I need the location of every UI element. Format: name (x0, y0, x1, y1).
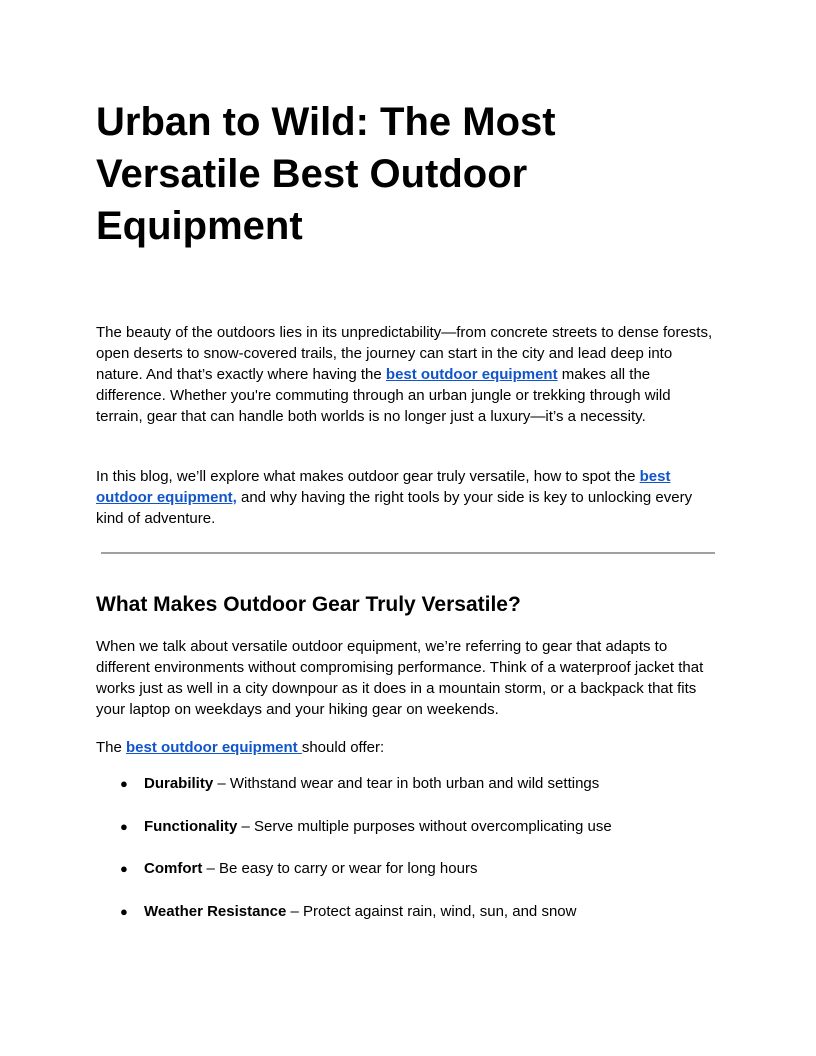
feature-description: – Be easy to carry or wear for long hours (202, 860, 478, 877)
list-item (96, 901, 716, 922)
document-title: Urban to Wild: The Most Versatile Best Outdoor Equipment (96, 100, 556, 248)
intro-text-after-link: makes all the difference. Whether you're commuting through an urban jungle or trekking through wild terrain, gear that can handle both worlds is no longer just a luxury—it’s a necessity. (96, 366, 671, 425)
bullet-icon: ● (120, 903, 128, 919)
bullet-icon: ● (120, 861, 128, 876)
best-outdoor-equipment-link-3[interactable]: best outdoor equipment (126, 739, 302, 756)
intro-paragraph (96, 322, 716, 427)
offer-text-before-link: The (96, 739, 127, 756)
list-item (96, 773, 716, 794)
feature-description: – Protect against rain, wind, sun, and snow (286, 902, 577, 920)
offer-text-after-link: should offer: (301, 739, 385, 756)
intro-text-before-link: The beauty of the outdoors lies in its unpredictability—from concrete streets to dense forests, open deserts to snow-covered trails, the journey can start in the city and lead deep into nature. And that’s exactly where having the (96, 324, 713, 383)
section-paragraph: When we talk about versatile outdoor equipment, we’re referring to gear that adapts to different environments without compromising performance. Think of a waterproof jacket that works just as well in a city downpour as it does in a mountain storm, or a backpack that fits your laptop on weekdays and your hiking gear on weekends. (96, 638, 704, 718)
feature-label: Durability (144, 775, 214, 792)
blog-intro-text-after-link: and why having the right tools by your side is key to unlocking every kind of adventure. (96, 489, 693, 527)
bullet-icon: ● (120, 818, 128, 834)
feature-label: Functionality (144, 817, 238, 835)
section-heading: What Makes Outdoor Gear Truly Versatile? (96, 593, 521, 616)
feature-description: – Withstand wear and tear in both urban and wild settings (213, 775, 600, 792)
bullet-icon: ● (120, 776, 128, 791)
blog-intro-paragraph (96, 466, 716, 529)
feature-description: – Serve multiple purposes without overcomplicating use (237, 817, 612, 835)
offer-paragraph (96, 737, 716, 758)
list-item (96, 816, 716, 837)
best-outdoor-equipment-link[interactable]: best outdoor equipment (385, 366, 558, 383)
section-divider (101, 552, 715, 554)
blog-intro-text-before-link: In this blog, we’ll explore what makes outdoor gear truly versatile, how to spot the (96, 468, 640, 485)
list-item (96, 858, 716, 879)
best-outdoor-equipment-link-2[interactable]: best outdoor equipment, (96, 468, 671, 506)
features-list (96, 773, 716, 943)
feature-label: Weather Resistance (144, 902, 287, 920)
feature-label: Comfort (144, 860, 203, 877)
